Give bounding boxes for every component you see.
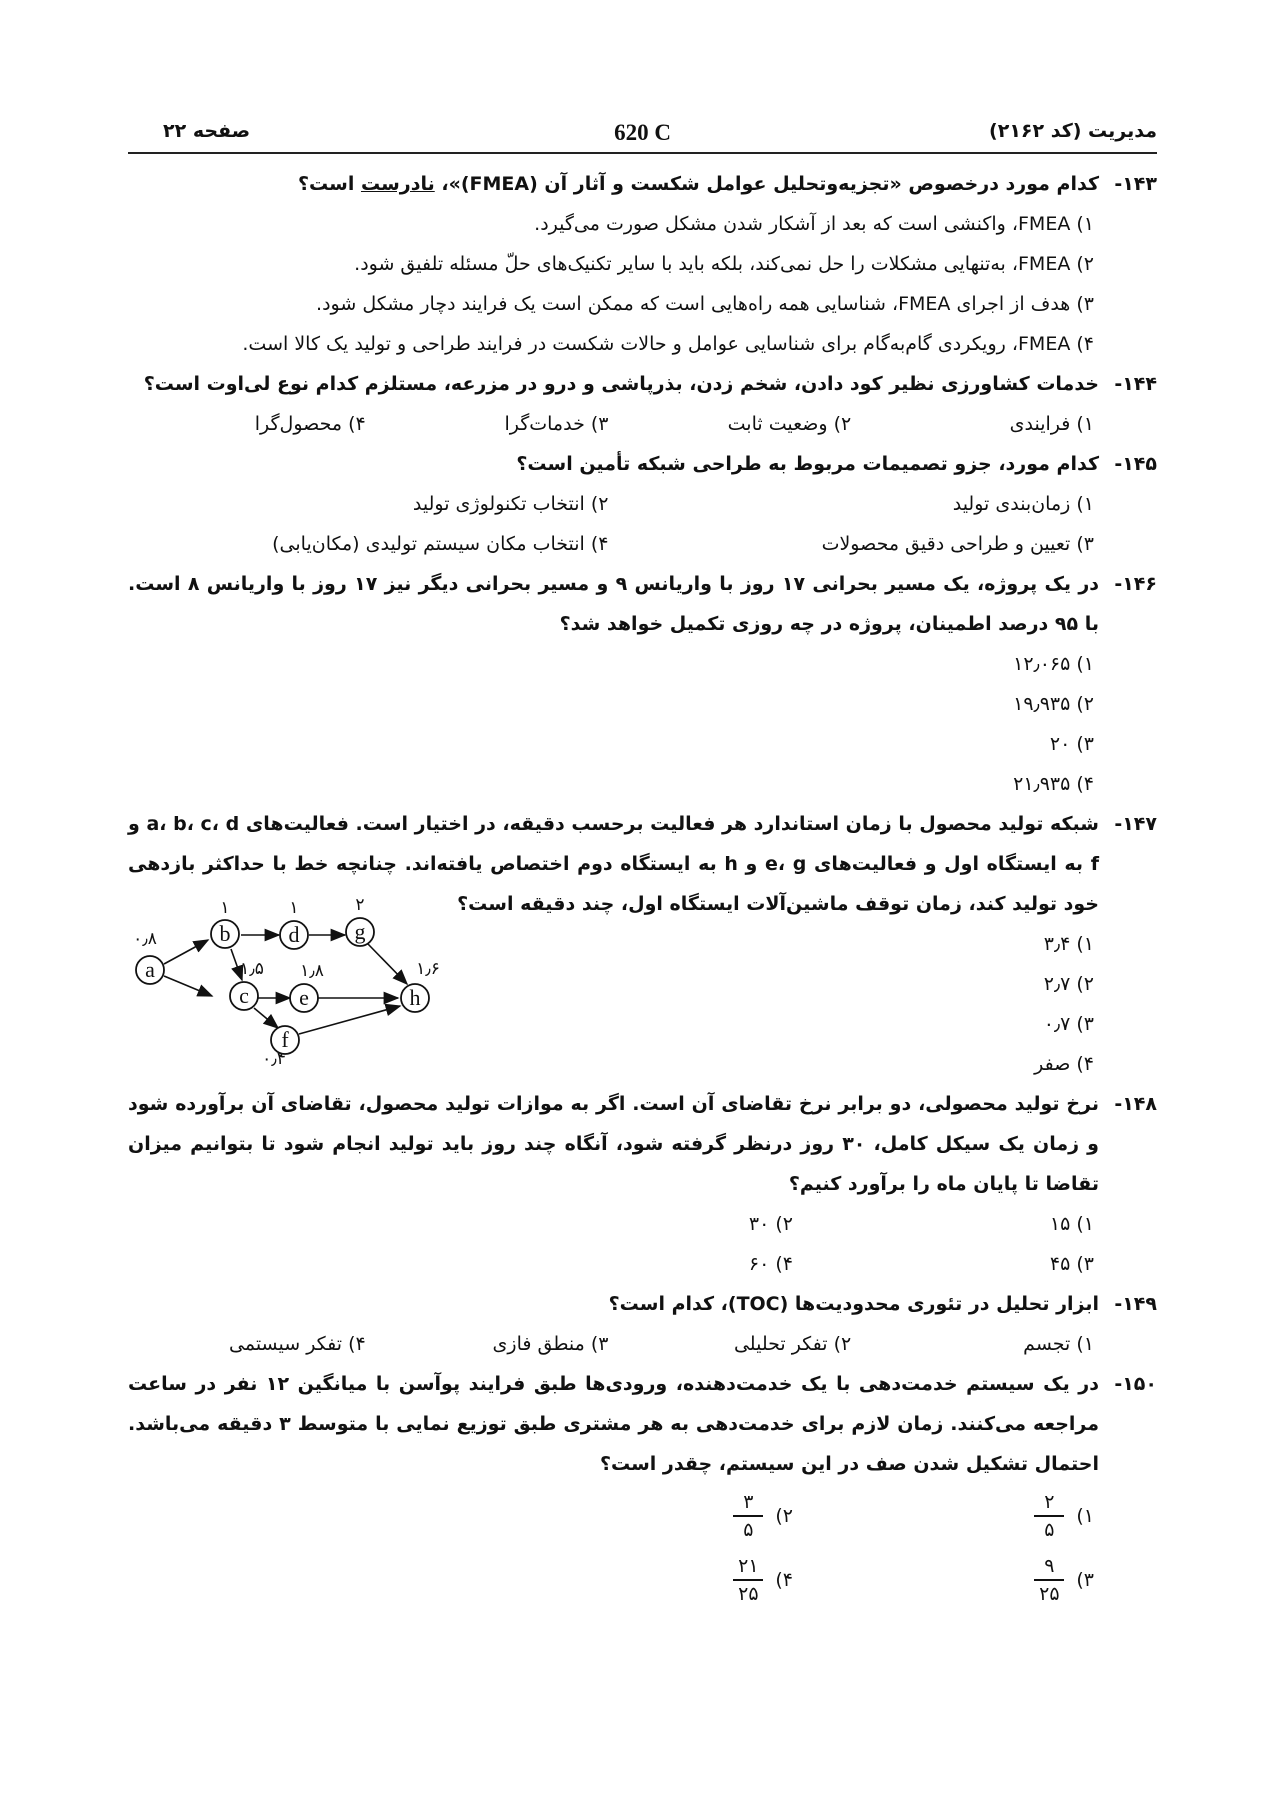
option-1[interactable]: ۱) ۱۵: [1049, 1213, 1094, 1235]
question-145: [128, 444, 1157, 564]
denominator: ۲۵: [1039, 1582, 1060, 1605]
duration-b: ۱: [220, 898, 230, 918]
fraction: [733, 1489, 763, 1543]
option-2[interactable]: ۲) ۱۹٫۹۳۵: [1013, 693, 1094, 715]
option-3[interactable]: ۳) هدف از اجرای FMEA، شناسایی همه راه‌هایی است که ممکن است یک فرایند دچار مشکل شود.: [316, 293, 1094, 315]
fraction: [1034, 1489, 1064, 1543]
question-144: [128, 364, 1157, 444]
header-divider: [128, 152, 1157, 154]
option-4[interactable]: ۴) صفر: [1034, 1053, 1094, 1075]
option-4[interactable]: ۴) FMEA، رویکردی گام‌به‌گام برای شناسایی عوامل و حالات شکست در فرایند طراحی و تولید یک کالا است.: [242, 333, 1094, 355]
node-label-a: a: [145, 957, 155, 982]
options-row: [497, 1244, 1099, 1284]
option-3[interactable]: ۳) تعیین و طراحی دقیق محصولات: [821, 533, 1094, 555]
question-text: در یک پروژه، یک مسیر بحرانی ۱۷ روز با واریانس ۹ و مسیر بحرانی دیگر نیز ۱۷ روز با واریانس ۸ است. با ۹۵ درصد اطمینان، پروژه در چه روزی تکمیل خواهد شد؟: [128, 573, 1100, 635]
option-4[interactable]: ۴) تفکر سیستمی: [229, 1333, 366, 1355]
option-2[interactable]: ۲) وضعیت ثابت: [727, 413, 852, 435]
question-text: کدام مورد، جزو تصمیمات مربوط به طراحی شبکه تأمین است؟: [516, 453, 1099, 475]
option-1[interactable]: [798, 1489, 1094, 1543]
question-147: [128, 804, 1157, 1084]
option-3[interactable]: ۳) ۴۵: [1049, 1253, 1094, 1275]
question-number: ۱۴۹-: [1114, 1293, 1157, 1315]
question-text-part: است؟: [298, 173, 355, 195]
question-number: ۱۴۳-: [1114, 173, 1157, 195]
question-number: ۱۴۴-: [1114, 373, 1157, 395]
option-4[interactable]: ۴) ۶۰: [748, 1253, 793, 1275]
question-text: در یک سیستم خدمت‌دهی با یک خدمت‌دهنده، ورودی‌ها طبق فرایند پوآسن با میانگین ۱۲ نفر در ساعت مراجعه می‌کنند. زمان لازم برای خدمت‌دهی به هر مشتری طبق توزیع نمایی با متوسط ۳ دقیقه می‌باشد. احتمال تشکیل شدن صف در این سیستم، چقدر است؟: [128, 1373, 1099, 1475]
options-with-diagram: [128, 895, 1099, 1084]
node-label-g: g: [354, 919, 366, 944]
option-label: ۱): [1076, 1505, 1094, 1527]
option-2[interactable]: ۲) انتخاب تکنولوژی تولید: [412, 493, 609, 515]
node-label-e: e: [299, 985, 309, 1010]
node-label-d: d: [288, 922, 300, 947]
options-row: [128, 484, 1099, 524]
node-label-b: b: [219, 921, 231, 946]
fraction: [733, 1553, 763, 1607]
options-row: [128, 1324, 1099, 1364]
question-143: [128, 164, 1157, 364]
question-number: ۱۴۷-: [1114, 813, 1157, 835]
edge-g-h: [368, 944, 407, 984]
option-1[interactable]: ۱) زمان‌بندی تولید: [952, 493, 1094, 515]
fraction: [1034, 1553, 1064, 1607]
exam-subject-code: مدیریت (کد ۲۱۶۲): [989, 120, 1157, 142]
node-label-c: c: [239, 983, 249, 1008]
question-number: ۱۴۶-: [1114, 573, 1157, 595]
question-list: [128, 164, 1157, 1612]
option-2[interactable]: ۲) ۲٫۷: [1043, 973, 1094, 995]
option-4[interactable]: ۴) محصول‌گرا: [254, 413, 366, 435]
question-text: [128, 164, 1099, 204]
duration-h: ۱٫۶: [416, 959, 440, 979]
option-3[interactable]: [798, 1553, 1094, 1607]
question-number: ۱۵۰-: [1114, 1373, 1157, 1395]
question-146: [128, 564, 1157, 804]
page-header: [128, 120, 1157, 150]
options-row: [497, 1484, 1099, 1548]
question-text: شبکه تولید محصول با زمان استاندارد هر فعالیت برحسب دقیقه، در اختیار است. فعالیت‌های a، b، c، d و f به ایستگاه اول و فعالیت‌های e، g و h به ایستگاه دوم اختصاص یافته‌اند. چنانچه خط با حداکثر بازدهی خود تولید کند، زمان توقف ماشین‌آلات ایستگاه اول، چند دقیقه است؟: [128, 813, 1099, 915]
duration-a: ۰٫۸: [133, 929, 157, 949]
option-4[interactable]: [497, 1553, 793, 1607]
page-number: صفحه ۲۲: [163, 120, 251, 142]
duration-c: ۱٫۵: [240, 959, 264, 979]
option-1[interactable]: ۱) FMEA، واکنشی است که بعد از آشکار شدن مشکل صورت می‌گیرد.: [534, 213, 1094, 235]
option-1[interactable]: ۱) ۱۲٫۰۶۵: [1013, 653, 1094, 675]
activity-network-diagram: [128, 882, 448, 1069]
denominator: ۵: [1044, 1518, 1055, 1541]
underlined-word: نادرست: [360, 173, 435, 195]
option-2[interactable]: ۲) ۳۰: [748, 1213, 793, 1235]
option-2[interactable]: ۲) تفکر تحلیلی: [733, 1333, 852, 1355]
network-edges: [164, 935, 407, 1034]
question-number: ۱۴۸-: [1114, 1093, 1157, 1115]
edge-a-c: [164, 976, 212, 996]
option-3[interactable]: ۳) خدمات‌گرا: [504, 413, 609, 435]
edge-a-b: [164, 940, 208, 964]
options-row: [128, 404, 1099, 444]
question-text-part: کدام مورد درخصوص «تجزیه‌وتحلیل عوامل شکست و آثار آن (FMEA)»،: [441, 173, 1099, 195]
numerator: ۲: [1044, 1491, 1055, 1514]
options-row: [497, 1204, 1099, 1244]
edge-f-h: [299, 1006, 400, 1034]
question-150: [128, 1364, 1157, 1612]
duration-g: ۲: [355, 895, 365, 915]
option-label: ۴): [775, 1569, 793, 1591]
denominator: ۵: [743, 1518, 754, 1541]
duration-e: ۱٫۸: [300, 961, 324, 981]
option-4[interactable]: ۴) ۲۱٫۹۳۵: [1013, 773, 1094, 795]
option-label: ۲): [775, 1505, 793, 1527]
question-text: نرخ تولید محصولی، دو برابر نرخ تقاضای آن است. اگر به موازات تولید محصول، تقاضای آن برآورده شود و زمان یک سیکل کامل، ۳۰ روز درنظر گرفته شود، آنگاه چند روز باید تولید انجام شود تا بتوانیم میزان تقاضا تا پایان ماه را برآورد کنیم؟: [128, 1093, 1099, 1195]
denominator: ۲۵: [738, 1582, 759, 1605]
option-4[interactable]: ۴) انتخاب مکان سیستم تولیدی (مکان‌یابی): [272, 533, 609, 555]
duration-d: ۱: [289, 898, 299, 918]
option-1[interactable]: ۱) ۳٫۴: [1043, 933, 1094, 955]
duration-f: ۰٫۴: [262, 1049, 286, 1069]
numerator: ۹: [1044, 1555, 1055, 1578]
option-3[interactable]: ۳) ۲۰: [1049, 733, 1094, 755]
option-1[interactable]: ۱) فرایندی: [1009, 413, 1094, 435]
question-number: ۱۴۵-: [1114, 453, 1157, 475]
question-text: خدمات کشاورزی نظیر کود دادن، شخم زدن، بذرپاشی و درو در مزرعه، مستلزم کدام نوع لی‌اوت است؟: [143, 373, 1099, 395]
numerator: ۳: [743, 1491, 754, 1514]
option-label: ۳): [1076, 1569, 1094, 1591]
node-label-f: f: [281, 1027, 289, 1052]
option-2[interactable]: [497, 1489, 793, 1543]
option-3[interactable]: ۳) منطق فازی: [492, 1333, 609, 1355]
option-3[interactable]: ۳) ۰٫۷: [1043, 1013, 1094, 1035]
options-row: [128, 524, 1099, 564]
edge-c-f: [254, 1008, 278, 1028]
numerator: ۲۱: [738, 1555, 759, 1578]
node-label-h: h: [409, 985, 421, 1010]
question-148: [128, 1084, 1157, 1284]
booklet-code: 620 C: [614, 120, 671, 145]
option-2[interactable]: ۲) FMEA، به‌تنهایی مشکلات را حل نمی‌کند، بلکه باید با سایر تکنیک‌های حلّ مسئله تلفیق شود.: [354, 253, 1094, 275]
option-1[interactable]: ۱) تجسم: [1023, 1333, 1094, 1355]
question-149: [128, 1284, 1157, 1364]
question-text: ابزار تحلیل در تئوری محدودیت‌ها (TOC)، کدام است؟: [608, 1293, 1099, 1315]
options-row: [497, 1548, 1099, 1612]
